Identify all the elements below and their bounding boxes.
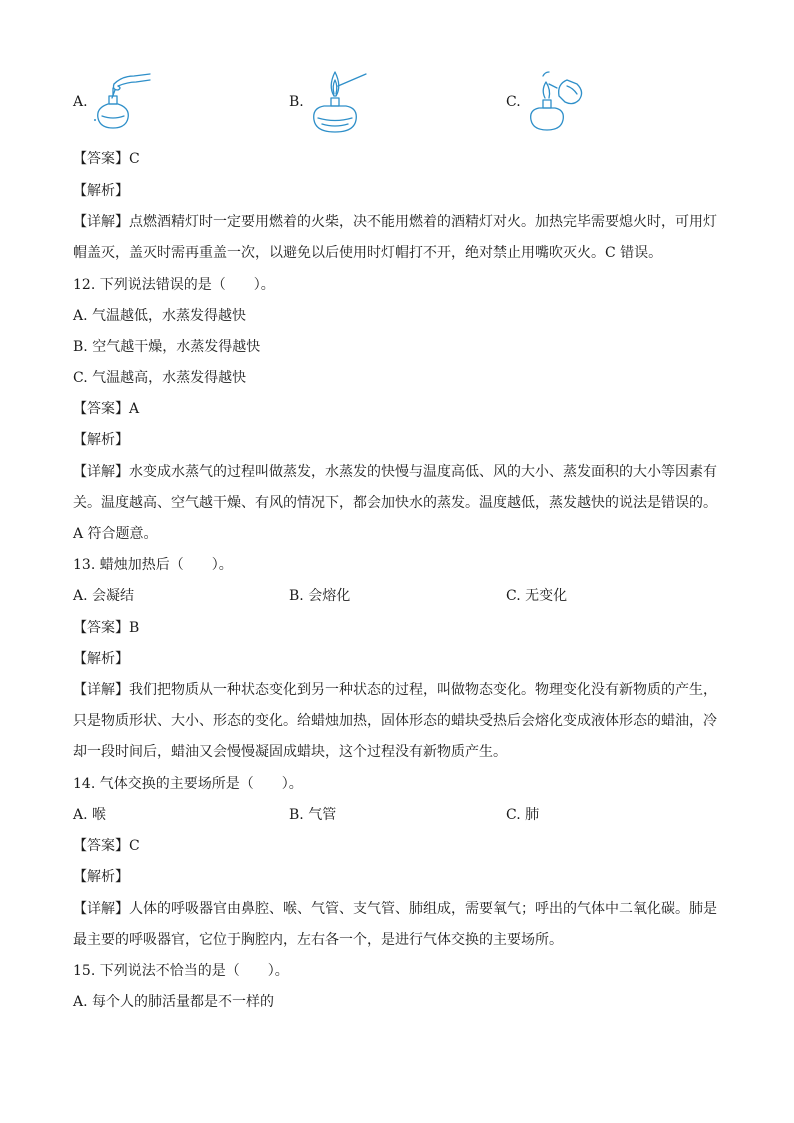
q13-detail-line-3: 却一段时间后，蜡油又会慢慢凝固成蜡块，这个过程没有新物质产生。 bbox=[73, 744, 507, 760]
q14-detail-line-2: 最主要的呼吸器官，它位于胸腔内，左右各一个，是进行气体交换的主要场所。 bbox=[73, 932, 563, 948]
q11-option-a-label: A. bbox=[73, 94, 88, 110]
q15-option-a: A. 每个人的肺活量都是不一样的 bbox=[73, 994, 275, 1010]
q12-stem: 12. 下列说法错误的是（ ）。 bbox=[73, 277, 275, 293]
q11-option-a-image bbox=[88, 68, 158, 136]
q12-option-c: C. 气温越高，水蒸发得越快 bbox=[73, 370, 247, 386]
q12-detail-line-2: 关。温度越高、空气越干燥、有风的情况下，都会加快水的蒸发。温度越低，蒸发越快的说法是错误的。 bbox=[73, 495, 717, 511]
q13-analysis-heading: 【解析】 bbox=[73, 651, 129, 667]
q14-stem: 14. 气体交换的主要场所是（ ）。 bbox=[73, 776, 303, 792]
q14-option-c: C. 肺 bbox=[506, 807, 540, 823]
q11-detail-line-2: 帽盖灭，盖灭时需再重盖一次，以避免以后使用时灯帽打不开，绝对禁止用嘴吹灭火。C 错误。 bbox=[73, 245, 663, 261]
q14-analysis-heading: 【解析】 bbox=[73, 869, 129, 885]
q15-stem: 15. 下列说法不恰当的是（ ）。 bbox=[73, 963, 289, 979]
q14-option-b: B. 气管 bbox=[289, 807, 337, 823]
q13-answer: 【答案】B bbox=[73, 620, 140, 636]
q11-analysis-heading: 【解析】 bbox=[73, 183, 129, 199]
q11-option-c-label: C. bbox=[506, 94, 521, 110]
q13-option-c: C. 无变化 bbox=[506, 588, 568, 604]
q12-option-b: B. 空气越干燥，水蒸发得越快 bbox=[73, 339, 261, 355]
q13-option-b: B. 会熔化 bbox=[289, 588, 351, 604]
q13-stem: 13. 蜡烛加热后（ ）。 bbox=[73, 557, 233, 573]
q11-answer: 【答案】C bbox=[73, 151, 140, 167]
q14-option-a: A. 喉 bbox=[73, 807, 107, 823]
q12-option-a: A. 气温越低，水蒸发得越快 bbox=[73, 308, 247, 324]
q12-detail-line-3: A 符合题意。 bbox=[73, 526, 158, 542]
q14-answer: 【答案】C bbox=[73, 838, 140, 854]
q13-option-a: A. 会凝结 bbox=[73, 588, 135, 604]
q12-detail-line-1: 【详解】水变成水蒸气的过程叫做蒸发，水蒸发的快慢与温度高低、风的大小、蒸发面积的大小等因素有 bbox=[73, 464, 717, 480]
q13-detail-line-1: 【详解】我们把物质从一种状态变化到另一种状态的过程，叫做物态变化。物理变化没有新物质的产生， bbox=[73, 682, 717, 698]
q11-option-b-image bbox=[304, 66, 374, 138]
q12-analysis-heading: 【解析】 bbox=[73, 432, 129, 448]
q11-detail-line-1: 【详解】点燃酒精灯时一定要用燃着的火柴，决不能用燃着的酒精灯对火。加热完毕需要熄火时，可用灯 bbox=[73, 214, 717, 230]
q11-option-b-label: B. bbox=[289, 94, 304, 110]
q11-option-c-image bbox=[521, 66, 591, 138]
q14-detail-line-1: 【详解】人体的呼吸器官由鼻腔、喉、气管、支气管、肺组成，需要氧气；呼出的气体中二氧化碳。肺是 bbox=[73, 901, 717, 917]
q13-detail-line-2: 只是物质形状、大小、形态的变化。给蜡烛加热，固体形态的蜡块受热后会熔化变成液体形态的蜡油，冷 bbox=[73, 713, 717, 729]
q12-answer: 【答案】A bbox=[73, 401, 140, 417]
